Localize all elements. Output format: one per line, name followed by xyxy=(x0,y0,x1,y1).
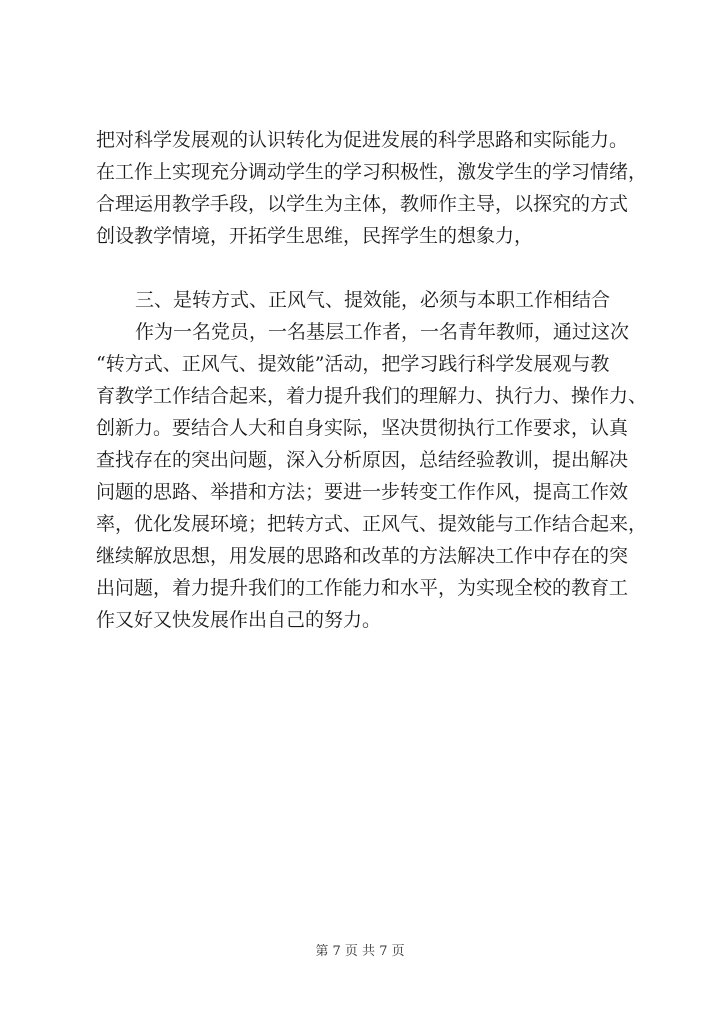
text-line: 查找存在的突出问题，深入分析原因，总结经验教训，提出解决 xyxy=(96,449,629,471)
text-line: 把对科学发展观的认识转化为促进发展的科学思路和实际能力。 xyxy=(96,129,629,151)
text-line: 创设教学情境，开拓学生思维，民挥学生的想象力， xyxy=(96,225,534,247)
text-line: 作为一名党员，一名基层工作者，一名青年教师，通过这次 xyxy=(135,321,630,343)
section-heading: 三、是转方式、正风气、提效能，必须与本职工作相结合 xyxy=(135,289,611,311)
text-line: 问题的思路、举措和方法；要进一步转变工作作风，提高工作效 xyxy=(96,481,629,503)
page-number-footer: 第 7 页 共 7 页 xyxy=(315,944,405,959)
text-line: 作又好又快发展作出自己的努力。 xyxy=(96,609,382,631)
text-line: 在工作上实现充分调动学生的学习积极性，激发学生的学习情绪， xyxy=(96,161,648,183)
text-line: 育教学工作结合起来，着力提升我们的理解力、执行力、操作力、 xyxy=(96,385,648,407)
text-line: 率，优化发展环境；把转方式、正风气、提效能与工作结合起来， xyxy=(96,513,648,535)
text-line: 出问题，着力提升我们的工作能力和水平，为实现全校的教育工 xyxy=(96,577,629,599)
text-line: 创新力。要结合人大和自身实际，坚决贯彻执行工作要求，认真 xyxy=(96,417,629,439)
text-line: 继续解放思想，用发展的思路和改革的方法解决工作中存在的突 xyxy=(96,545,629,567)
text-line: 合理运用教学手段，以学生为主体，教师作主导，以探究的方式 xyxy=(96,193,629,215)
text-line: “转方式、正风气、提效能”活动，把学习践行科学发展观与教 xyxy=(96,353,610,375)
